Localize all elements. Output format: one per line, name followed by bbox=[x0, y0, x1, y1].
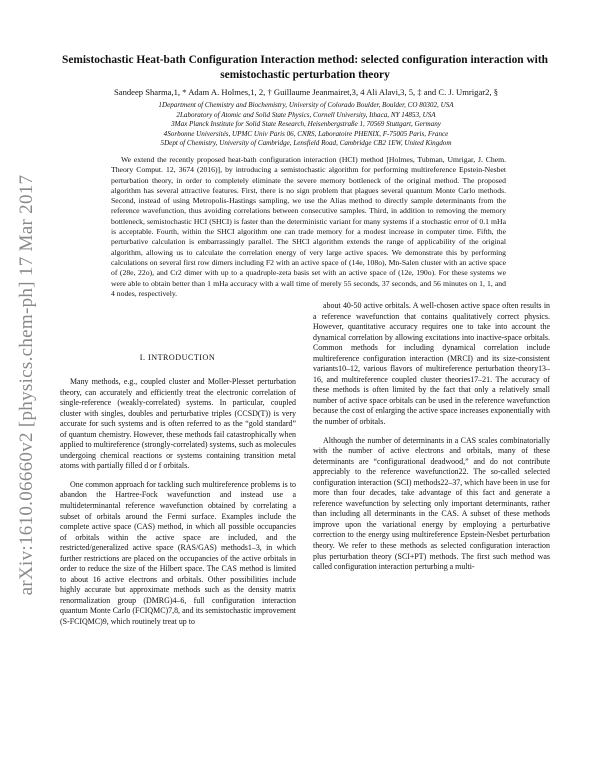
paragraph: Many methods, e.g., coupled cluster and Moller-Plesset perturbation theory, can accurately and efficiently treat the electronic correlation of single-reference (weakly-correlated) systems. In particular, coupled cluster with singles, doubles and perturbative triples (CCSD(T)) is very accurate for such systems and is often referred to as the “gold standard” of quantum chemistry. However, these methods fail catastrophically when applied to multireference (strongly-correlated) systems, such as molecules undergoing chemical reactions or systems containing transition metal atoms with partially filled d or f orbitals. bbox=[60, 377, 296, 471]
right-column bbox=[313, 301, 550, 573]
author-list: Sandeep Sharma,1, * Adam A. Holmes,1, 2, † Guillaume Jeanmairet,3, 4 Ali Alavi,3, 5, ‡ and C. J. Umrigar2, § bbox=[113, 87, 499, 97]
abstract: We extend the recently proposed heat-bath configuration interaction (HCI) method [Holmes, Tubman, Umrigar, J. Chem. Theory Comput. 12, 3674 (2016)], by introducing a semistochastic algorithm for performing multireference Epstein-Nesbet perturbation theory, in order to completely eliminate the severe memory bottleneck of the original method. The proposed algorithm has several attractive features. First, there is no sign problem that plagues several quantum Monte Carlo methods. Second, instead of using Metropolis-Hastings sampling, we use the Alias method to directly sample determinants from the reference wavefunction, thus avoiding correlations between consecutive samples. Third, in addition to removing the memory bottleneck, semistochastic HCI (SHCI) is faster than the deterministic variant for many systems if a stochastic error of 0.1 mHa is acceptable. Fourth, within the SHCI algorithm one can trade memory for a modest increase in computer time. Fifth, the perturbative calculation is embarrassingly parallel. The SHCI algorithm extends the range of applicability of the original algorithm, allowing us to calculate the correlation energy of very large active spaces. We demonstrate this by performing calculations on several first row dimers including F2 with an active space of (14e, 108o), Mn-Salen cluster with an active space of (28e, 22o), and Cr2 dimer with up to a quadruple-zeta basis set with an active space of (12e, 190o). For these systems we were able to obtain better than 1 mHa accuracy with a wall time of merely 55 seconds, 37 seconds, and 56 minutes on 1, 1, and 4 nodes, respectively. bbox=[111, 155, 506, 298]
affiliation-1: 1Department of Chemistry and Biochemistry, University of Colorado Boulder, Boulder, CO 80302, USA bbox=[158, 101, 454, 109]
paper-title: Semistochastic Heat-bath Configuration Interaction method: selected configuration interaction with semistochastic perturbation theory bbox=[62, 54, 548, 81]
paragraph: One common approach for tackling such multireference problems is to abandon the Hartree-Fock wavefunction and instead use a multideterminantal reference wavefunction obtained by correlating a subset of orbitals around the Fermi surface. Examples include the complete active space (CAS) method, in which all possible occupancies of orbitals within the active space are included, and the restricted/generalized active space (RAS/GAS) methods1–3, in which further restrictions are placed on the occupancies of the active orbitals in order to reduce the size of the Hilbert space. The CAS method is limited to about 16 active electrons and orbitals. Other possibilities include highly accurate but approximate methods such as the density matrix renormalization group (DMRG)4–6, full configuration interaction quantum Monte Carlo (FCIQMC)7,8, and its semistochastic improvement (S-FCIQMC)9, which routinely treat up to bbox=[60, 479, 296, 627]
affiliation-4: 4Sorbonne Universités, UPMC Univ Paris 06, CNRS, Laboratoire PHENIX, F-75005 Paris, France bbox=[163, 129, 449, 138]
section-heading: I. INTRODUCTION bbox=[139, 353, 216, 362]
affiliation-5: 5Dept of Chemistry, University of Cambridge, Lensfield Road, Cambridge CB2 1EW, United Kingdom bbox=[160, 139, 452, 148]
paragraph: about 40-50 active orbitals. A well-chosen active space often results in a reference wavefunction that contains qualitatively correct physics. However, quantitative accuracy requires one to take into account the dynamical correlation by allowing excitations into inactive-space orbitals. Common methods for including dynamical correlation include multireference configuration interaction (MRCI) and its size-consistent variants10–12, various flavors of multireference perturbation theory13–16, and multireference coupled cluster theories17–21. The accuracy of these methods is often limited by the fact that only a relatively small number of active space orbitals can be used in the reference wavefunction because the cost of enlarging the active space increases exponentially with the number of orbitals. bbox=[313, 301, 550, 427]
arxiv-stamp bbox=[14, 150, 40, 620]
arxiv-stamp-text: arXiv:1610.06660v2 [physics.chem-ph] 17 Mar 2017 bbox=[16, 174, 37, 596]
affiliation-2: 2Laboratory of Atomic and Solid State Physics, Cornell University, Ithaca, NY 14853, USA bbox=[176, 110, 436, 119]
affiliations bbox=[52, 101, 560, 149]
affiliation-3: 3Max Planck Institute for Solid State Research, Heisenbergstraße 1, 70569 Stuttgart, Germany bbox=[171, 120, 441, 129]
left-column bbox=[60, 377, 296, 628]
paragraph: Although the number of determinants in a CAS scales combinatorially with the number of active electrons and orbitals, many of these determinants are “configurational deadwood,” and do not contribute appreciably to the reference wavefunction22. The so-called selected configuration interaction (SCI) methods22–37, which have been in use for more than four decades, take advantage of this fact and generate a reference wavefunction by selecting only important determinants, rather than including all determinants in the CAS. A subset of these methods improve upon the variational energy by employing a perturbative correction to the energy using multireference Epstein-Nesbet perturbation theory. We refer to these methods as selected configuration interaction plus perturbation theory (SCI+PT) methods. The first such method was called configuration interaction perturbing a multi- bbox=[313, 435, 550, 572]
